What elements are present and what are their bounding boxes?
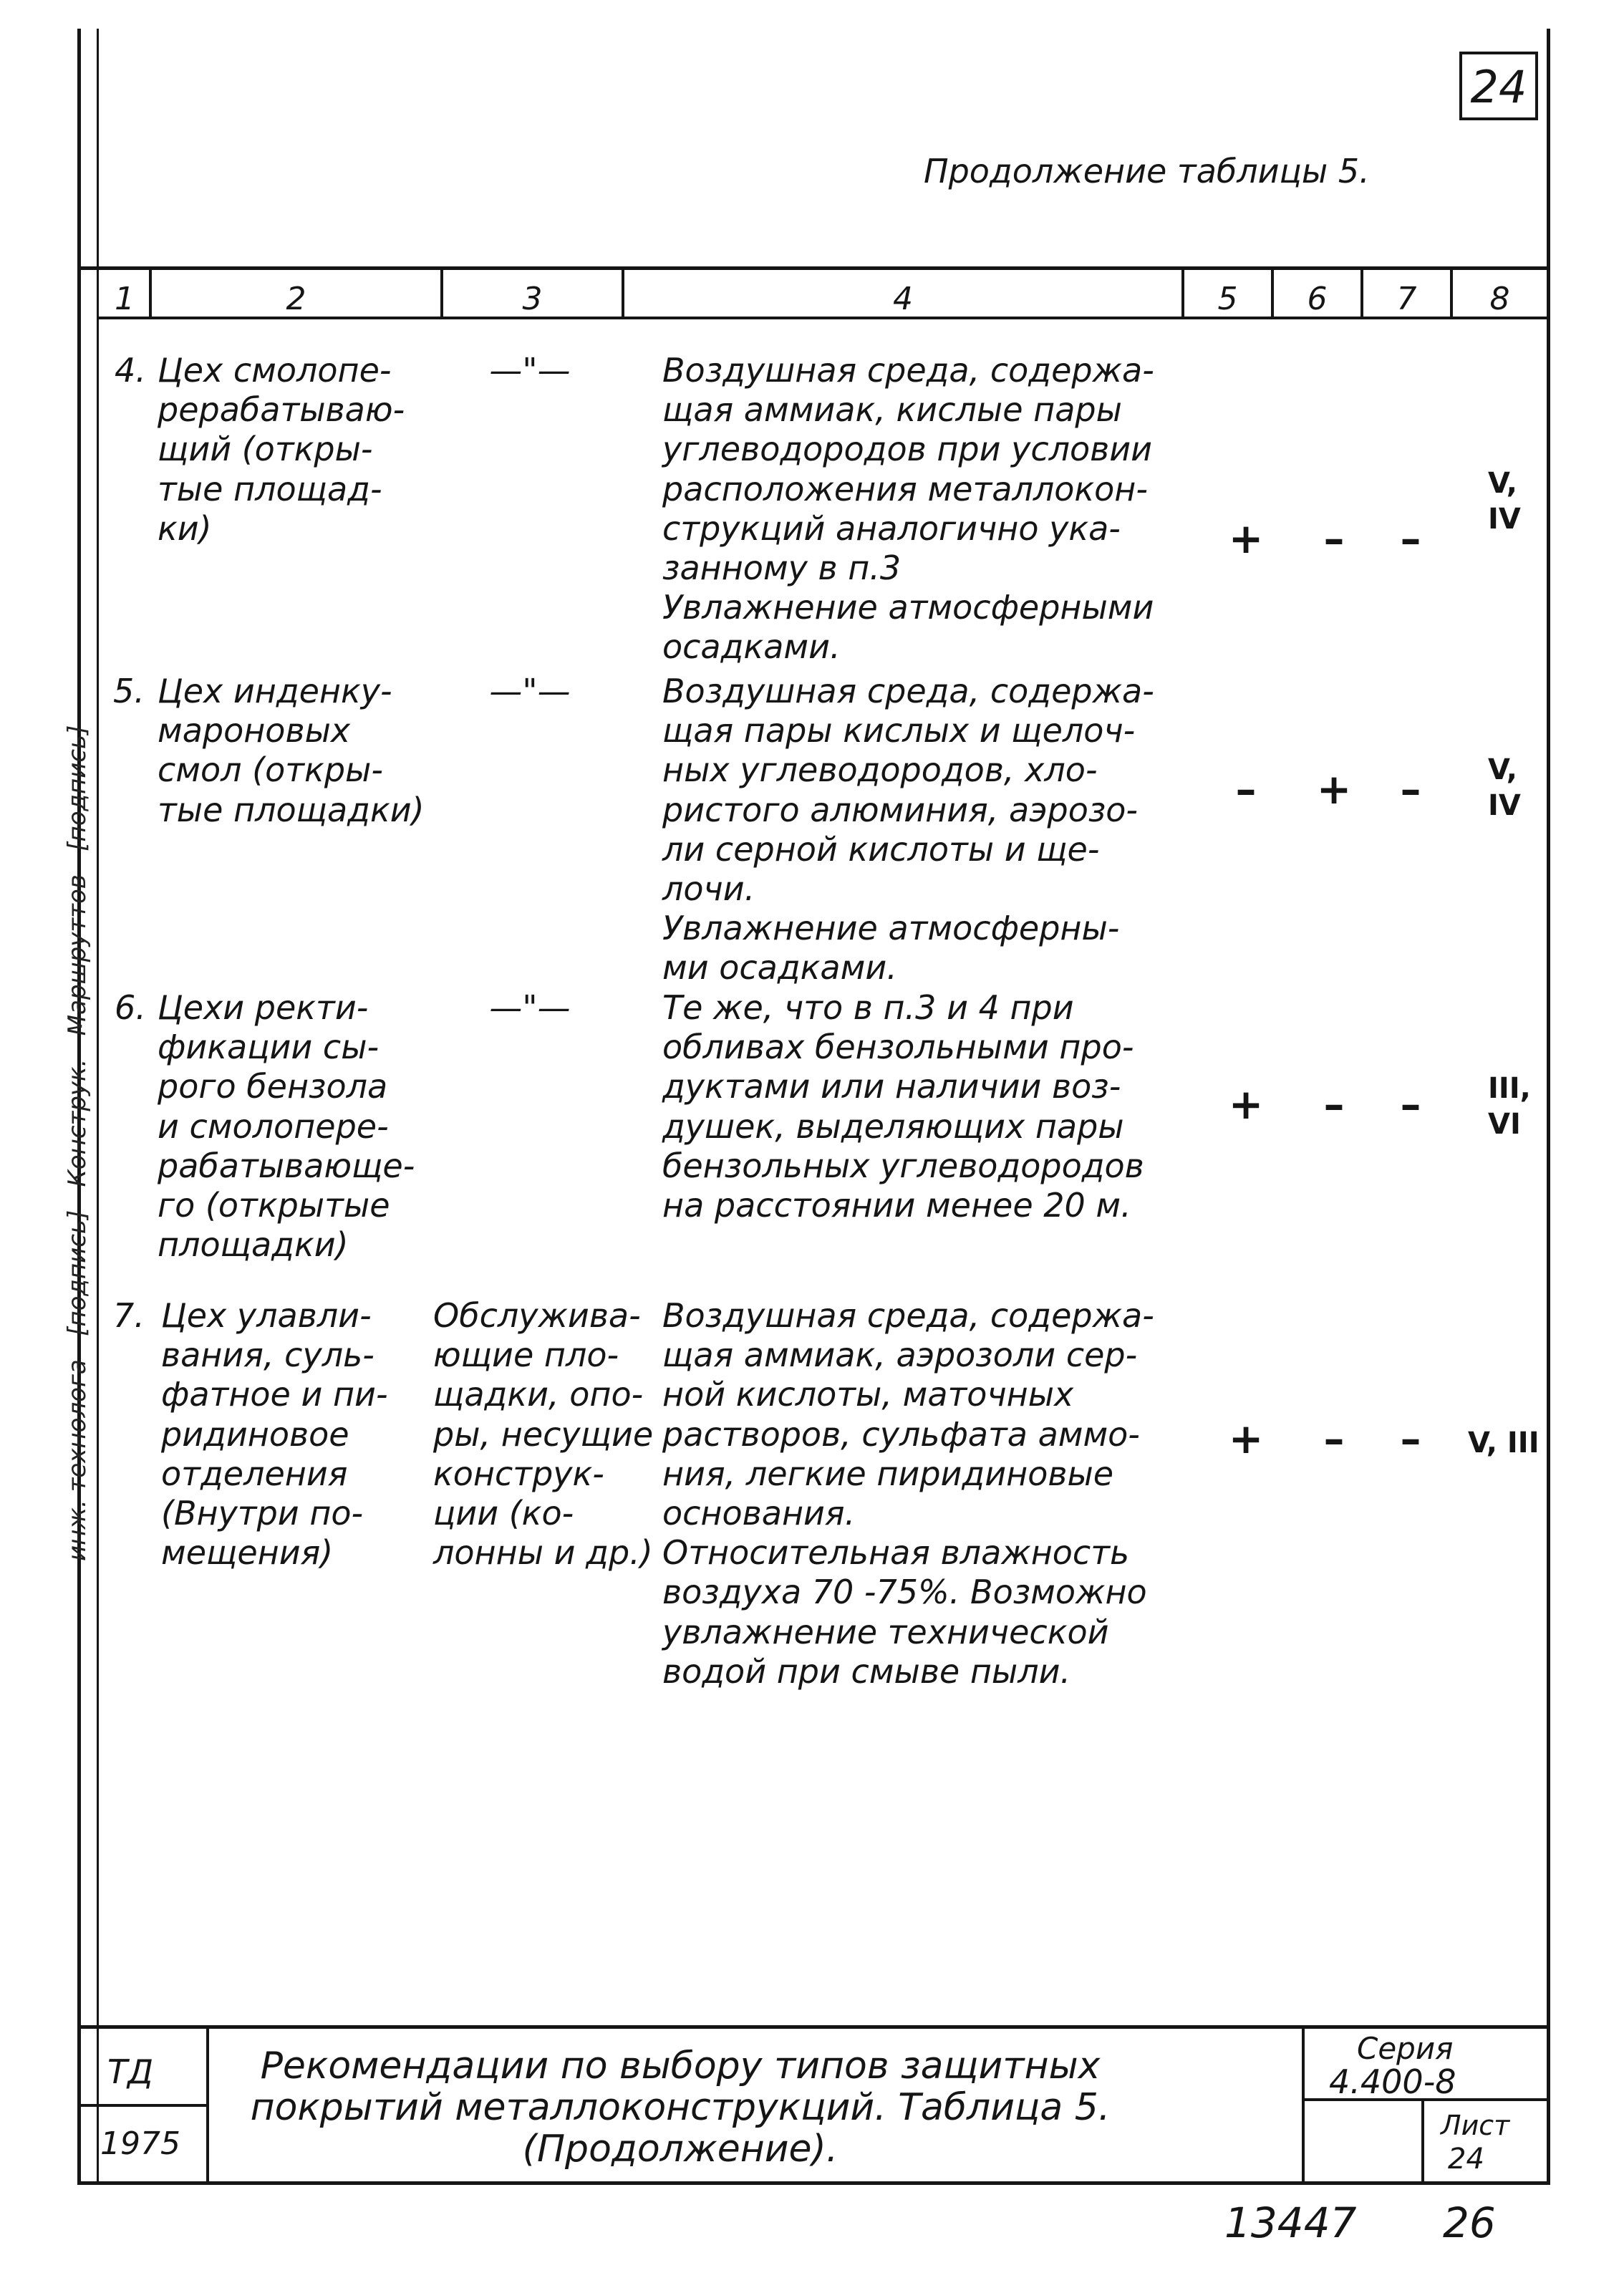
footer-page-number: 26 [1443,2198,1496,2247]
row-6-col7: – [1400,1080,1421,1129]
row-7-elements: Обслужива- ющие пло- щадки, опо- ры, несущие конструк- ции (ко- лонны и др.) [433,1296,654,1573]
series-label: Серия [1357,2031,1454,2066]
column-header-5: 5 [1217,281,1238,317]
margin-signature-stamp: инж. технолога [подпись] Конструк. Маршруттов [подпись] [63,725,92,1561]
column-header-8: 8 [1489,281,1510,317]
row-4-col5: + [1228,514,1264,563]
series-value: 4.400-8 [1329,2062,1456,2101]
row-5-col6: + [1316,765,1352,814]
row-5-shop: Цех инденку- мароновых смол (откры- тые площадки) [158,672,425,829]
column-header-6: 6 [1307,281,1328,317]
row-6-elements: —"— [489,988,571,1027]
row-7-class: V, III [1468,1427,1540,1459]
sheet-value: 24 [1448,2143,1484,2176]
row-5-col5: – [1235,765,1257,814]
sheet-label: Лист [1441,2110,1510,2141]
page-number: 24 [1459,52,1538,120]
title-block-year: 1975 [100,2125,180,2162]
row-4-environment: Воздушная среда, содержа- щая аммиак, кислые пары углеводородов при условии расположения металлокон- струкций аналогично ука- занному в п.3 Увлажнение атмосферными осадками. [662,351,1154,667]
column-header-7: 7 [1396,281,1417,317]
title-block-code: ТД [107,2052,154,2091]
row-7-col5: + [1228,1414,1264,1463]
row-7-number: 7. [113,1296,145,1335]
row-5-elements: —"— [489,672,571,710]
row-4-col7: – [1400,514,1421,563]
row-6-col5: + [1228,1080,1264,1129]
row-4-elements: —"— [489,351,571,390]
title-block-mid-rule-left [77,2104,208,2107]
row-5-number: 5. [113,672,145,710]
row-6-col6: – [1323,1080,1345,1129]
title-block-title: Рекомендации по выбору типов защитных покрытий металлоконструкций. Таблица 5. (Продолжение). [250,2045,1111,2171]
table-header-top-rule [77,266,1550,270]
title-block-divider-right [1302,2025,1305,2184]
row-6-number: 6. [115,988,146,1027]
footer-inventory-number: 13447 [1224,2198,1357,2247]
row-6-environment: Те же, что в п.3 и 4 при обливах бензольными про- дуктами или наличии воз- душек, выделяющих пары бензольных углеводородов на расстоянии менее 20 м. [662,988,1144,1225]
column-header-1: 1 [115,281,135,317]
column-header-4: 4 [893,281,913,317]
row-7-col6: – [1323,1414,1345,1463]
title-block-divider-left [206,2025,209,2184]
binding-margin-line [97,29,99,2184]
row-7-environment: Воздушная среда, содержа- щая аммиак, аэрозоли сер- ной кислоты, маточных растворов, сульфата аммо- ния, легкие пиридиновые основания. Относительная влажность воздуха 70 -75%. Возможно увлажнение технической водой при смыве пыли. [662,1296,1154,1691]
row-5-environment: Воздушная среда, содержа- щая пары кислых и щелоч- ных углеводородов, хло- ристого алюминия, аэрозо- ли серной кислоты и ще- лочи. Увлажнение атмосферны- ми осадками. [662,672,1154,988]
row-4-col6: – [1323,514,1345,563]
row-4-class: V, IV [1488,467,1521,536]
frame-right-border [1547,29,1550,2184]
row-4-number: 4. [115,351,146,390]
row-7-col7: – [1400,1414,1421,1463]
row-7-shop: Цех улавли- вания, суль- фатное и пи- ридиновое отделения (Внутри по- мещения) [161,1296,388,1573]
row-5-class: V, IV [1488,753,1521,822]
column-header-3: 3 [522,281,543,317]
title-block-sheet-divider [1421,2098,1424,2184]
row-5-col7: – [1400,765,1421,814]
table-title: Продолжение таблицы 5. [924,152,1370,190]
column-header-2: 2 [286,281,306,317]
title-block-top-rule [77,2025,1550,2029]
row-6-class: III, VI [1488,1072,1531,1141]
frame-bottom-border [77,2181,1550,2185]
row-6-shop: Цехи ректи- фикации сы- рого бензола и смолопере- рабатывающе- го (открытые площадки) [158,988,415,1265]
row-4-shop: Цех смолопе- рерабатываю- щий (откры- тые площад- ки) [158,351,405,548]
